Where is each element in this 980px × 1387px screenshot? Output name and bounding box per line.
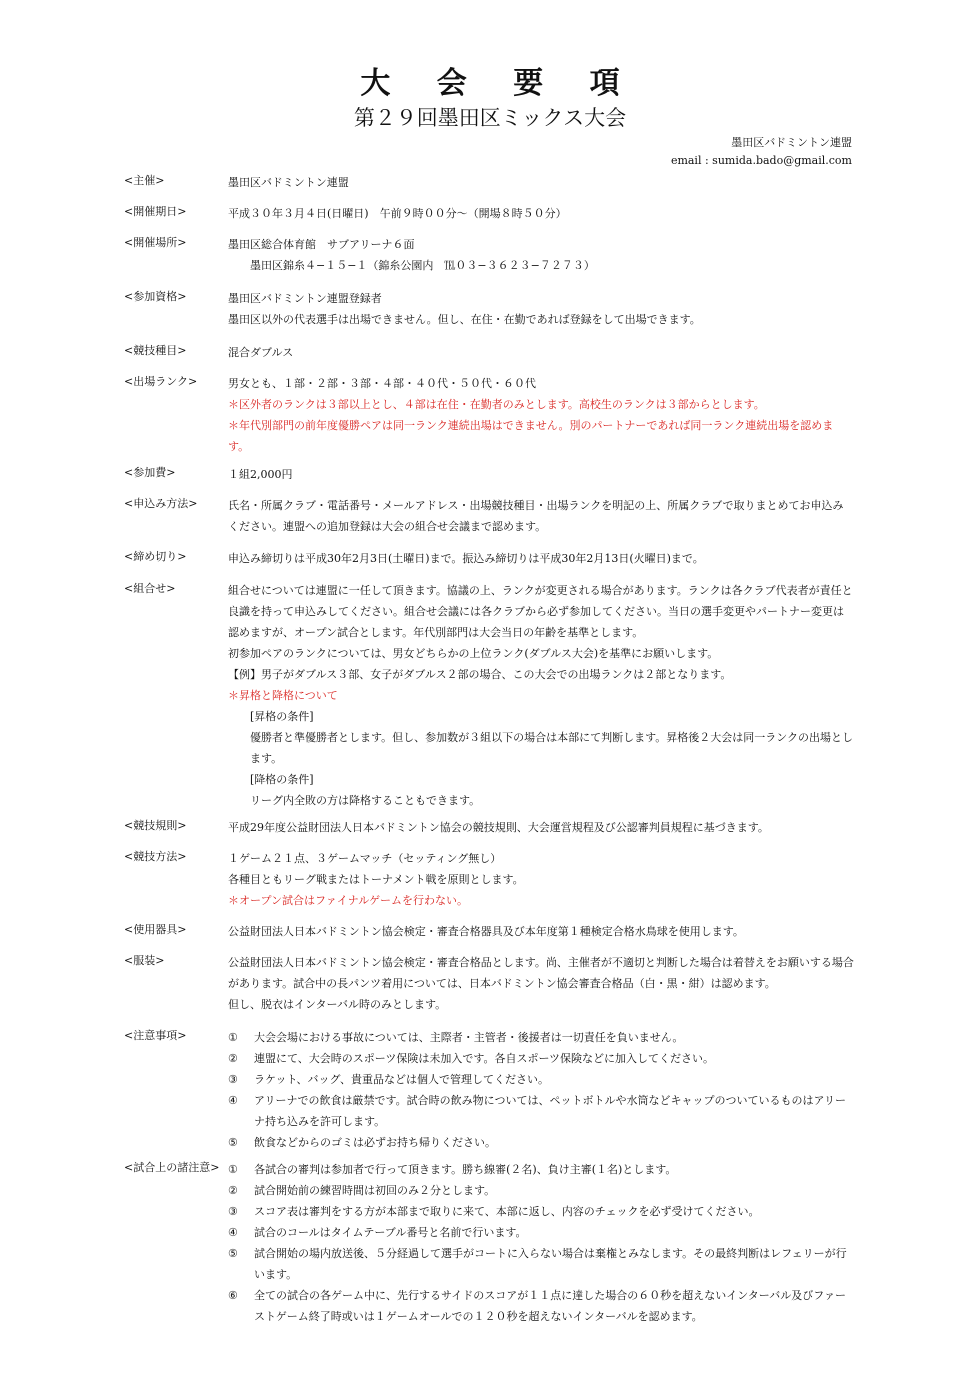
section-text: 男女とも、１部・２部・３部・４部・４０代・５０代・６０代 [228, 377, 536, 390]
section-text: 各種目ともリーグ戦またはトーナメント戦を原則とします。 [228, 873, 524, 886]
promotion-heading: ＊昇格と降格について [228, 689, 338, 702]
item-text: スコア表は審判をする方が本部まで取りに来て、本部に返し、内容のチェックを必ず受けてください。 [254, 1205, 760, 1218]
item-number: ② [228, 1052, 238, 1065]
section-label: <主催> [124, 174, 165, 187]
item-text: 試合開始の場内放送後、５分経過して選手がコートに入らない場合は棄権とみなします。その最終判断はレフェリーが行います。 [254, 1247, 847, 1281]
item-number: ③ [228, 1205, 238, 1218]
item-text: ラケット、バッグ、貴重品などは個人で管理してください。 [254, 1073, 550, 1086]
list-item [228, 1027, 854, 1048]
list-item [228, 1243, 854, 1285]
section-text: 但し、脱衣はインターバル時のみとします。 [228, 998, 447, 1011]
section-label: <注意事項> [124, 1029, 187, 1042]
section-text: 組合せについては連盟に一任して頂きます。協議の上、ランクが変更される場合があります。ランクは各クラブ代表者が責任と良識を持って申込みしてください。組合せ会議には各クラブから必ず参加してください。当日の選手変更やパートナー変更は認めますが、オープン試合とします。年代別部門は大会当日の年齢を基準とします。 [228, 584, 853, 639]
list-item [228, 1132, 854, 1153]
section-label: <競技規則> [124, 819, 187, 832]
section-text: 墨田区バドミントン連盟登録者 [228, 292, 382, 305]
section-label: <参加資格> [124, 290, 187, 303]
item-text: 全ての試合の各ゲーム中に、先行するサイドのスコアが１１点に達した場合の６０秒を超えないインターバル及びファーストゲーム終了時或いは１ゲームオールでの１２０秒を超えないインターバルを認めます。 [254, 1289, 847, 1323]
section-label: <参加費> [124, 466, 176, 479]
item-number: ① [228, 1163, 238, 1176]
list-item [228, 1090, 854, 1132]
section-text: 墨田区錦糸４−１５−１（錦糸公園内 ℡０３−３６２３−７２７３） [250, 259, 595, 272]
rank-note: ＊区外者のランクは３部以上とし、４部は在住・在勤者のみとします。高校生のランクは３部からとします。 [228, 398, 765, 411]
section-text: 墨田区以外の代表選手は出場できません。但し、在住・在勤であれば登録をして出場できます。 [228, 313, 701, 326]
method-note: ＊オープン試合はファイナルゲームを行わない。 [228, 894, 469, 907]
section-text: 申込み締切りは平成30年2月3日(土曜日)まで。振込み締切りは平成30年2月13日(火曜日)まで。 [228, 552, 704, 565]
list-item [228, 1201, 854, 1222]
section-text: 平成３０年３月４日(日曜日) 午前９時００分〜（開場８時５０分） [228, 207, 567, 220]
item-text: 試合開始前の練習時間は初回のみ２分とします。 [254, 1184, 496, 1197]
section-label: <締め切り> [124, 550, 187, 563]
section-text: 平成29年度公益財団法人日本バドミントン協会の競技規則、大会運営規程及び公認審判員規程に基づきます。 [228, 821, 769, 834]
section-label: <使用器具> [124, 923, 187, 936]
demotion-condition-text: リーグ内全敗の方は降格することもできます。 [250, 794, 481, 807]
promotion-condition-text: 優勝者と準優勝者とします。但し、参加数が３組以下の場合は本部にて判断します。昇格後２大会は同一ランクの出場とします。 [250, 731, 854, 765]
document-subtitle: 第２９回墨田区ミックス大会 [353, 106, 627, 130]
section-text: 公益財団法人日本バドミントン協会検定・審査合格品とします。尚、主催者が不適切と判断した場合は着替えをお願いする場合があります。試合中の長パンツ着用については、日本バドミントン協会審査合格品（白・黒・紺）は認めます。 [228, 956, 854, 990]
section-label: <開催期日> [124, 205, 187, 218]
section-text: １組2,000円 [228, 468, 293, 481]
item-number: ② [228, 1184, 238, 1197]
section-label: <試合上の諸注意> [124, 1161, 220, 1174]
section-label: <出場ランク> [124, 375, 198, 388]
contact-email: email : sumida.bado@gmail.com [670, 154, 852, 167]
list-item [228, 1285, 854, 1327]
item-text: 飲食などからのゴミは必ずお持ち帰りください。 [254, 1136, 496, 1149]
section-text: １ゲーム２１点、３ゲームマッチ（セッティング無し） [228, 852, 502, 865]
pairing-example: 【例】男子がダブルス３部、女子がダブルス２部の場合、この大会での出場ランクは２部となります。 [228, 668, 732, 681]
section-label: <服装> [124, 954, 165, 967]
item-number: ⑤ [228, 1136, 238, 1149]
item-text: アリーナでの飲食は厳禁です。試合時の飲み物については、ペットボトルや水筒などキャップのついているものはアリーナ持ち込みを許可します。 [254, 1094, 847, 1128]
promotion-condition-label: [昇格の条件] [250, 710, 314, 723]
item-text: 試合のコールはタイムテーブル番号と名前で行います。 [254, 1226, 527, 1239]
section-label: <組合せ> [124, 582, 176, 595]
section-text: 公益財団法人日本バドミントン協会検定・審査合格器具及び本年度第１種検定合格水鳥球を使用します。 [228, 925, 744, 938]
section-text: 墨田区総合体育館 サブアリーナ６面 [228, 238, 415, 251]
document-title: 大 会 要 項 [360, 66, 638, 101]
section-label: <競技方法> [124, 850, 187, 863]
section-label: <開催場所> [124, 236, 187, 249]
demotion-condition-label: [降格の条件] [250, 773, 314, 786]
list-item [228, 1159, 854, 1180]
item-number: ⑥ [228, 1289, 238, 1302]
list-item [228, 1180, 854, 1201]
section-label: <競技種目> [124, 344, 187, 357]
section-label: <申込み方法> [124, 497, 198, 510]
rank-note: ＊年代別部門の前年度優勝ペアは同一ランク連続出場はできません。別のパートナーであれば同一ランク連続出場を認めます。 [228, 419, 834, 453]
item-number: ③ [228, 1073, 238, 1086]
item-number: ④ [228, 1226, 238, 1239]
list-item [228, 1222, 854, 1243]
section-text: 初参加ペアのランクについては、男女どちらかの上位ランク(ダブルス大会)を基準にお願いします。 [228, 647, 719, 660]
section-text: 氏名・所属クラブ・電話番号・メールアドレス・出場競技種目・出場ランクを明記の上、所属クラブで取りまとめてお申込みください。連盟への追加登録は大会の組合せ会議まで認めます。 [228, 499, 844, 533]
section-text: 混合ダブルス [228, 346, 294, 359]
item-number: ⑤ [228, 1247, 238, 1260]
item-text: 大会会場における事故については、主際者・主管者・後援者は一切責任を負いません。 [254, 1031, 684, 1044]
item-number: ④ [228, 1094, 238, 1107]
item-text: 各試合の審判は参加者で行って頂きます。勝ち線審(２名)、負け主審(１名)とします。 [254, 1163, 677, 1176]
item-text: 連盟にて、大会時のスポーツ保険は未加入です。各自スポーツ保険などに加入してください。 [254, 1052, 715, 1065]
list-item [228, 1048, 854, 1069]
section-text: 墨田区バドミントン連盟 [228, 176, 349, 189]
item-number: ① [228, 1031, 238, 1044]
organization-name: 墨田区バドミントン連盟 [731, 136, 852, 149]
list-item [228, 1069, 854, 1090]
